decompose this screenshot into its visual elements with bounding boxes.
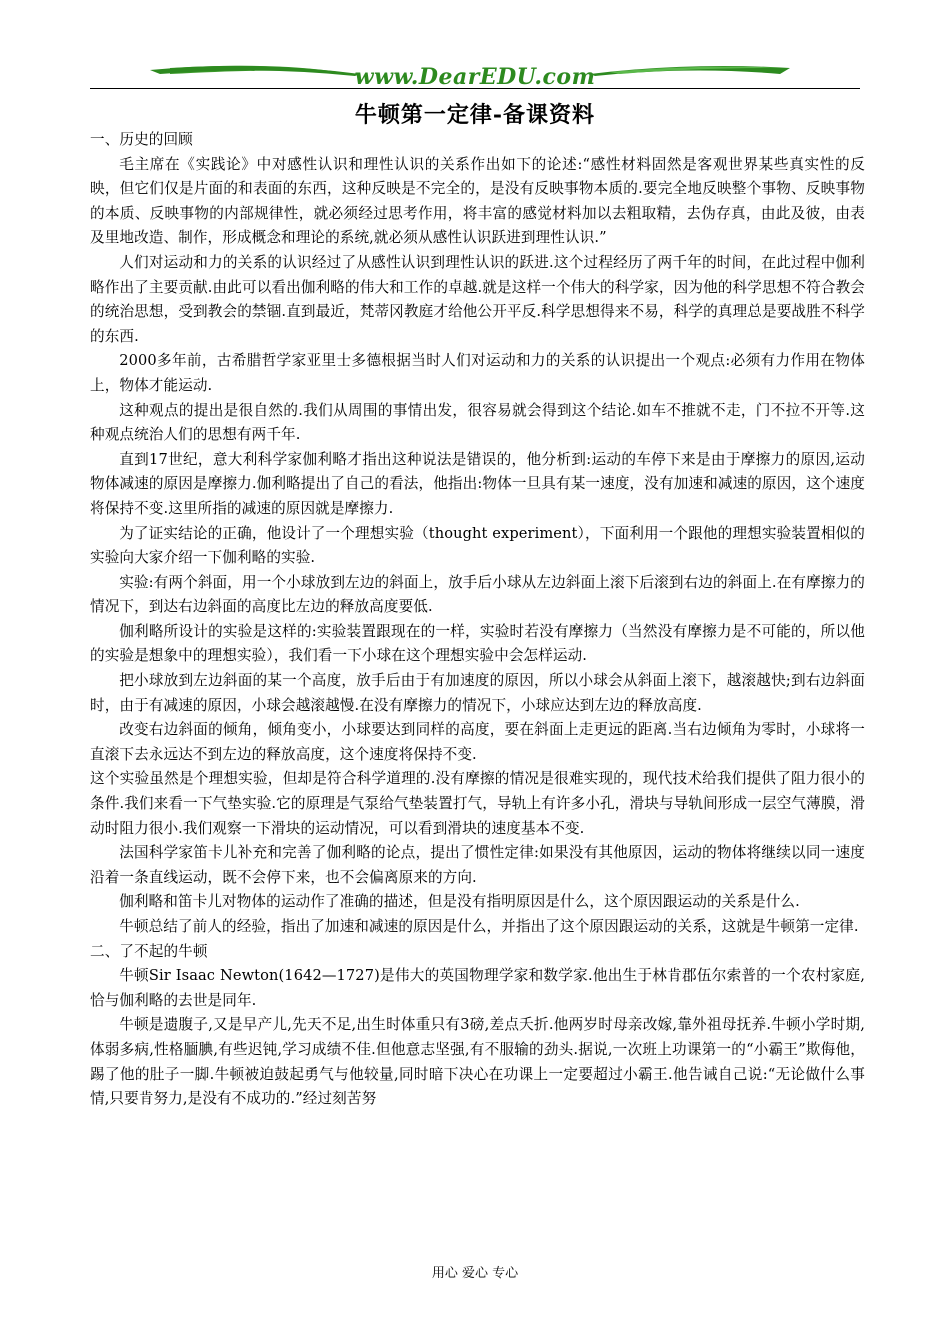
document-title: 牛顿第一定律-备课资料 <box>354 102 596 128</box>
site-header-banner <box>90 60 860 96</box>
body-paragraph: 牛顿Sir Isaac Newton(1642—1727)是伟大的英国物理学家和数学家.他出生于林肯郡伍尔索普的一个农村家庭,恰与伽利略的去世是同年. <box>90 967 865 1009</box>
section-heading: 一、历史的回顾 <box>90 131 193 148</box>
header-divider <box>90 88 860 89</box>
page-footer: 用心 爱心 专心 <box>431 1266 519 1281</box>
section-heading: 这个实验虽然是个理想实验，但却是符合科学道理的.没有摩擦的情况是很难实现的，现代技术给我们提供了阻力很小的条件.我们来看一下气垫实验.它的原理是气泵给气垫装置打气，导轨上有许多小孔，滑块与导轨间形成一层空气薄膜，滑动时阻力很小.我们观察一下滑块的运动情况，可以看到滑块的速度基本不变. <box>90 770 865 837</box>
body-paragraph: 为了证实结论的正确，他设计了一个理想实验（thought experiment），下面利用一个跟他的理想实验装置相似的实验向大家介绍一下伽利略的实验. <box>90 524 865 567</box>
body-paragraph: 毛主席在《实践论》中对感性认识和理性认识的关系作出如下的论述:“感性材料固然是客观世界某些真实性的反映，但它们仅是片面的和表面的东西，这种反映是不完全的，是没有反映事物本质的.要完全地反映整个事物、反映事物的本质、反映事物的内部规律性，就必须经过思考作用，将丰富的感觉材料加以去粗取精，去伪存真，由此及彼，由表及里地改造、制作，形成概念和理论的系统,就必须从感性认识跃进到理性认识.” <box>90 155 865 247</box>
body-paragraph: 改变右边斜面的倾角，倾角变小，小球要达到同样的高度，要在斜面上走更远的距离.当右边倾角为零时，小球将一直滚下去永远达不到左边的释放高度，这个速度将保持不变. <box>90 721 865 763</box>
body-paragraph: 伽利略和笛卡儿对物体的运动作了准确的描述，但是没有指明原因是什么，这个原因跟运动的关系是什么. <box>119 893 800 911</box>
body-paragraph: 牛顿总结了前人的经验，指出了加速和减速的原因是什么，并指出了这个原因跟运动的关系，这就是牛顿第一定律. <box>119 918 859 935</box>
site-logo-text[interactable]: www.DearEDU.com <box>354 64 596 90</box>
body-paragraph: 伽利略所设计的实验是这样的:实验装置跟现在的一样，实验时若没有摩擦力（当然没有摩擦力是不可能的，所以他的实验是想象中的理想实验），我们看一下小球在这个理想实验中会怎样运动. <box>90 622 865 665</box>
body-paragraph: 这种观点的提出是很自然的.我们从周围的事情出发，很容易就会得到这个结论.如车不推就不走，门不拉不开等.这种观点统治人们的思想有两千年. <box>90 401 865 444</box>
body-paragraph: 2000多年前，古希腊哲学家亚里士多德根据当时人们对运动和力的关系的认识提出一个观点:必须有力作用在物体上，物体才能运动. <box>90 352 865 394</box>
body-paragraph: 把小球放到左边斜面的某一个高度，放手后由于有加速度的原因，所以小球会从斜面上滚下，越滚越快;到右边斜面时，由于有减速的原因，小球会越滚越慢.在没有摩擦力的情况下，小球应达到左边的释放高度. <box>90 672 865 714</box>
document-body <box>90 128 865 1112</box>
body-paragraph: 人们对运动和力的关系的认识经过了从感性认识到理性认识的跃进.这个过程经历了两千年的时间，在此过程中伽利略作出了主要贡献.由此可以看出伽利略的伟大和工作的卓越.就是这样一个伟大的科学家，因为他的科学思想不符合教会的统治思想，受到教会的禁锢.直到最近，梵蒂冈教庭才给他公开平反.科学思想得来不易，科学的真理总是要战胜不科学的东西. <box>90 253 865 345</box>
body-paragraph: 牛顿是遗腹子,又是早产儿,先天不足,出生时体重只有3磅,差点夭折.他两岁时母亲改嫁,靠外祖母抚养.牛顿小学时期,体弱多病,性格腼腆,有些迟钝,学习成绩不佳.但他意志坚强,有不服输的劲头.据说,一次班上功课第一的“小霸王”欺侮他，踢了他的肚子一脚.牛顿被迫鼓起勇气与他较量,同时暗下决心在功课上一定要超过小霸王.他告诫自己说:“无论做什么事情,只要肯努力,是没有不成功的.”经过刻苦努 <box>90 1016 865 1108</box>
body-paragraph: 法国科学家笛卡儿补充和完善了伽利略的论点，提出了惯性定律:如果没有其他原因，运动的物体将继续以同一速度沿着一条直线运动，既不会停下来，也不会偏离原来的方向. <box>90 844 865 886</box>
body-paragraph: 实验:有两个斜面，用一个小球放到左边的斜面上，放手后小球从左边斜面上滚下后滚到右边的斜面上.在有摩擦力的情况下，到达右边斜面的高度比左边的释放高度要低. <box>90 573 865 616</box>
section-heading: 二、了不起的牛顿 <box>90 942 208 960</box>
body-paragraph: 直到17世纪，意大利科学家伽利略才指出这种说法是错误的，他分析到:运动的车停下来是由于摩擦力的原因,运动物体减速的原因是摩擦力.伽利略提出了自己的看法，他指出:物体一旦具有某一速度，没有加速和减速的原因，这个速度将保持不变.这里所指的减速的原因就是摩擦力. <box>90 450 865 517</box>
